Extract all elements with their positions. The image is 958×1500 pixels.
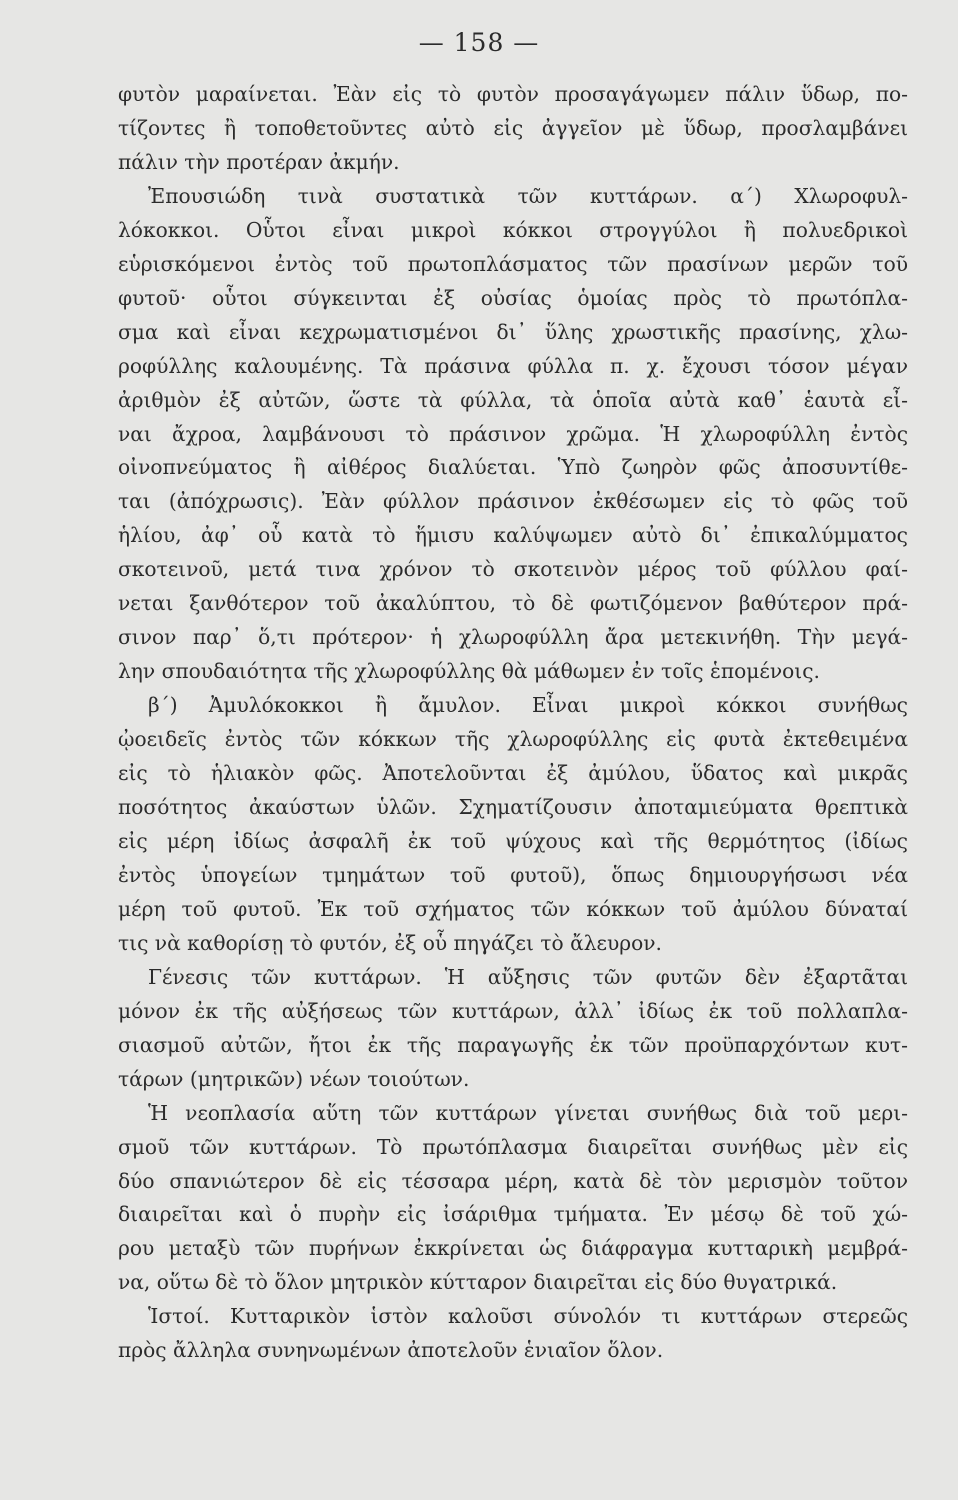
text-line: Ἱστοί. Κυτταρικὸν ἱστὸν καλοῦσι σύνολόν τι κυττάρων στερεῶς xyxy=(148,1304,908,1329)
text-line: πρὸς ἄλληλα συνηνωμένων ἀποτελοῦν ἑνιαῖον ὅλον. xyxy=(118,1338,664,1363)
text-line: πάλιν τὴν προτέραν ἀκμήν. xyxy=(118,149,400,174)
text-line: να, οὕτω δὲ τὸ ὅλον μητρικὸν κύτταρον διαιρεῖται εἰς δύο θυγατρικά. xyxy=(118,1270,838,1295)
text-line: ἡλίου, ἀφ᾽ οὗ κατὰ τὸ ἥμισυ καλύψωμεν αὐτὸ δι᾽ ἐπικαλύμματος xyxy=(118,523,908,548)
text-line: οἰνοπνεύματος ἢ αἰθέρος διαλύεται. Ὑπὸ ζωηρὸν φῶς ἀποσυντίθε- xyxy=(118,455,908,480)
text-line: β΄) Ἀμυλόκοκκοι ἢ ἄμυλον. Εἶναι μικροὶ κόκκοι συνήθως xyxy=(148,693,908,718)
text-line: μέρη τοῦ φυτοῦ. Ἐκ τοῦ σχήματος τῶν κόκκων τοῦ ἀμύλου δύναταί xyxy=(118,896,908,921)
text-line: τίζοντες ἢ τοποθετοῦντες αὐτὸ εἰς ἀγγεῖον μὲ ὕδωρ, προσλαμβάνει xyxy=(118,115,908,140)
text-line: Ἡ νεοπλασία αὕτη τῶν κυττάρων γίνεται συνήθως διὰ τοῦ μερι- xyxy=(148,1100,908,1125)
text-line: σμα καὶ εἶναι κεχρωματισμένοι δι᾽ ὕλης χρωστικῆς πρασίνης, χλω- xyxy=(118,319,908,344)
page-number: — 158 — xyxy=(418,28,540,57)
text-line: σκοτεινοῦ, μετά τινα χρόνον τὸ σκοτεινὸν μέρος τοῦ φύλλου φαί- xyxy=(118,557,908,582)
text-line: ποσότητος ἀκαύστων ὑλῶν. Σχηματίζουσιν ἀποταμιεύματα θρεπτικὰ xyxy=(118,795,908,820)
text-line: Γένεσις τῶν κυττάρων. Ἡ αὔξησις τῶν φυτῶν δὲν ἐξαρτᾶται xyxy=(148,964,908,989)
text-line: ρου μεταξὺ τῶν πυρήνων ἐκκρίνεται ὡς διάφραγμα κυτταρικὴ μεμβρά- xyxy=(118,1236,908,1261)
text-line: λην σπουδαιότητα τῆς χλωροφύλλης θὰ μάθωμεν ἐν τοῖς ἑπομένοις. xyxy=(118,659,820,684)
text-line: σιασμοῦ αὐτῶν, ἤτοι ἐκ τῆς παραγωγῆς ἐκ τῶν προϋπαρχόντων κυτ- xyxy=(118,1032,908,1057)
text-line: μόνον ἐκ τῆς αὐξήσεως τῶν κυττάρων, ἀλλ᾽ ἰδίως ἐκ τοῦ πολλαπλα- xyxy=(118,998,908,1023)
text-line: ᾠοειδεῖς ἐντὸς τῶν κόκκων τῆς χλωροφύλλης εἰς φυτὰ ἐκτεθειμένα xyxy=(118,727,908,752)
text-line: λόκοκκοι. Οὗτοι εἶναι μικροὶ κόκκοι στρογγύλοι ἢ πολυεδρικοὶ xyxy=(118,217,908,242)
text-line: νεται ξανθότερον τοῦ ἀκαλύπτου, τὸ δὲ φωτιζόμενον βαθύτερον πρά- xyxy=(118,591,908,616)
text-line: εἰς μέρη ἰδίως ἀσφαλῆ ἐκ τοῦ ψύχους καὶ τῆς θερμότητος (ἰδίως xyxy=(118,828,908,853)
text-line: τάρων (μητρικῶν) νέων τοιούτων. xyxy=(118,1066,470,1091)
text-line: ται (ἀπόχρωσις). Ἐὰν φύλλον πράσινον ἐκθέσωμεν εἰς τὸ φῶς τοῦ xyxy=(118,489,908,514)
text-line: εἰς τὸ ἡλιακὸν φῶς. Ἀποτελοῦνται ἐξ ἀμύλου, ὕδατος καὶ μικρᾶς xyxy=(118,761,908,786)
text-line: εὑρισκόμενοι ἐντὸς τοῦ πρωτοπλάσματος τῶν πρασίνων μερῶν τοῦ xyxy=(118,251,908,276)
text-line: ναι ἄχροα, λαμβάνουσι τὸ πράσινον χρῶμα. Ἡ χλωροφύλλη ἐντὸς xyxy=(118,421,908,446)
text-line: ἐντὸς ὑπογείων τμημάτων τοῦ φυτοῦ), ὅπως δημιουργήσωσι νέα xyxy=(118,862,908,887)
body-text xyxy=(118,78,908,1368)
text-line: ἀριθμὸν ἐξ αὐτῶν, ὥστε τὰ φύλλα, τὰ ὁποῖα αὐτὰ καθ᾽ ἑαυτὰ εἶ- xyxy=(118,387,908,412)
text-line: διαιρεῖται καὶ ὁ πυρὴν εἰς ἰσάριθμα τμήματα. Ἐν μέσῳ δὲ τοῦ χώ- xyxy=(118,1202,908,1227)
text-line: σμοῦ τῶν κυττάρων. Τὸ πρωτόπλασμα διαιρεῖται συνήθως μὲν εἰς xyxy=(118,1134,908,1159)
text-line: φυτοῦ· οὗτοι σύγκεινται ἐξ οὐσίας ὁμοίας πρὸς τὸ πρωτόπλα- xyxy=(118,285,908,310)
text-line: Ἐπουσιώδη τινὰ συστατικὰ τῶν κυττάρων. α΄) Χλωροφυλ- xyxy=(148,183,908,208)
text-line: φυτὸν μαραίνεται. Ἐὰν εἰς τὸ φυτὸν προσαγάγωμεν πάλιν ὕδωρ, πο- xyxy=(118,82,908,106)
text-line: ροφύλλης καλουμένης. Τὰ πράσινα φύλλα π. χ. ἔχουσι τόσον μέγαν xyxy=(118,353,908,378)
text-line: σινον παρ᾽ ὅ,τι πρότερον· ἡ χλωροφύλλη ἄρα μετεκινήθη. Τὴν μεγά- xyxy=(118,625,908,650)
text-line: δύο σπανιώτερον δὲ εἰς τέσσαρα μέρη, κατὰ δὲ τὸν μερισμὸν τοῦτον xyxy=(118,1168,908,1193)
text-line: τις νὰ καθορίσῃ τὸ φυτόν, ἐξ οὗ πηγάζει τὸ ἄλευρον. xyxy=(118,930,662,955)
